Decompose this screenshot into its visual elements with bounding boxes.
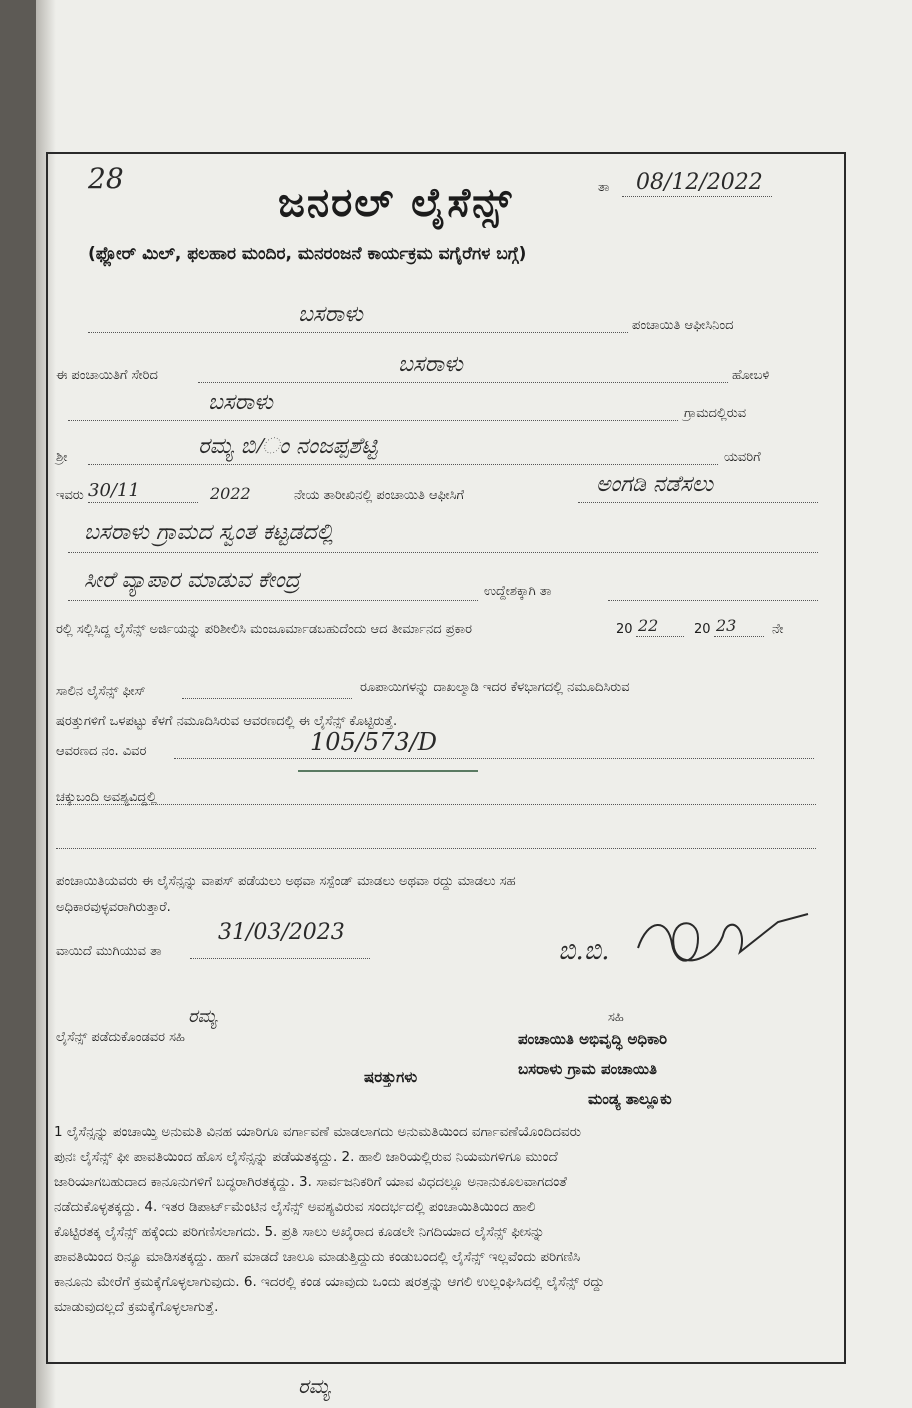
boundary-label: ಚಕ್ಕುಬಂದಿ ಅವಶ್ಯವಿದ್ದಲ್ಲಿ	[56, 790, 157, 805]
license-title: ಜನರಲ್ ಲೈಸೆನ್ಸ್	[278, 180, 514, 226]
village-label: ಗ್ರಾಮದಲ್ಲಿರುವ	[684, 406, 747, 421]
holder-signature: ರಮ್ಯ	[188, 1006, 218, 1027]
premises-underline	[298, 770, 478, 772]
applicant-label: ಯವರಿಗೆ	[724, 450, 761, 465]
applied-date-day: 30/11	[88, 480, 140, 501]
page-number: 28	[88, 162, 124, 195]
condition-line: ಮಾಡುವುದಲ್ಲದೆ ಕ್ರಮಕ್ಕೆಗೊಳ್ಳಲಾಗುತ್ತೆ.	[54, 1299, 219, 1315]
date-value: 08/12/2022	[636, 170, 763, 195]
purpose-label: ಉದ್ದೇಶಕ್ಕಾಗಿ ತಾ	[484, 584, 552, 599]
applied-prefix: ಇವರು	[56, 488, 84, 503]
expiry-value: 31/03/2023	[218, 920, 345, 945]
sanction-year-a: 20	[616, 622, 633, 637]
officer-taluk: ಮಂಡ್ಯ ತಾಲ್ಲೂಕು	[588, 1090, 672, 1108]
condition-line: ಪಾವತಿಯಿಂದ ರಿನ್ಯೂ ಮಾಡಿಸತಕ್ಕದ್ದು. ಹಾಗೆ ಮಾಡದೆ ಚಾಲೂ ಮಾಡುತ್ತಿದ್ದುದು ಕಂಡುಬಂದಲ್ಲಿ ಲೈಸೆನ್ಸ್ ಇಲ್ಲವೆಂದು ಪರಿಗಣಿಸಿ	[54, 1249, 581, 1265]
conditions-text: ಷರತ್ತುಗಳಿಗೆ ಒಳಪಟ್ಟು ಕೆಳಗೆ ನಮೂದಿಸಿರುವ ಆವರಣದಲ್ಲಿ ಈ ಲೈಸೆನ್ಸ್ ಕೊಟ್ಟಿರುತ್ತೆ.	[56, 714, 398, 729]
officer-panchayat: ಬಸರಾಳು ಗ್ರಾಮ ಪಂಚಾಯಿತಿ	[518, 1060, 657, 1078]
license-frame	[46, 152, 846, 1364]
sanction-suffix: ನೇ	[772, 622, 784, 637]
officer-title: ಪಂಚಾಯಿತಿ ಅಭಿವೃದ್ಧಿ ಅಧಿಕಾರಿ	[518, 1030, 668, 1048]
applied-value: ಅಂಗಡಿ ನಡೆಸಲು	[596, 472, 714, 497]
officer-signature-scribble	[628, 908, 818, 978]
applied-mid: ನೇಯ ತಾರೀಖಿನಲ್ಲಿ ಪಂಚಾಯಿತಿ ಆಫೀಸಿಗೆ	[294, 488, 465, 503]
fee-text: ರೂಪಾಯಿಗಳನ್ನು ದಾಖಲ್ಮಾಡಿ ಇದರ ಕೆಳಭಾಗದಲ್ಲಿ ನಮೂದಿಸಿರುವ	[360, 680, 630, 695]
expiry-label: ವಾಯಿದೆ ಮುಗಿಯುವ ತಾ	[56, 944, 162, 959]
fee-prefix: ಸಾಲಿನ ಲೈಸೆನ್ಸ್ ಫೀಸ್	[56, 684, 146, 699]
condition-line: ಜಾರಿಯಾಗಬಹುದಾದ ಕಾನೂನುಗಳಿಗೆ ಬದ್ಧರಾಗಿರತಕ್ಕದ್ದು. 3. ಸಾರ್ವಜನಿಕರಿಗೆ ಯಾವ ವಿಧದಲ್ಲೂ ಅನಾನುಕೂಲವಾಗದಂತೆ	[54, 1174, 567, 1190]
applied-year: 2022	[210, 484, 251, 503]
sahi-label: ಸಹಿ	[608, 1010, 624, 1025]
sanction-text: ರಲ್ಲಿ ಸಲ್ಲಿಸಿದ್ದ ಲೈಸೆನ್ಸ್ ಅರ್ಜಿಯನ್ನು ಪರಿಶೀಲಿಸಿ ಮಂಜೂರ್ಮಾಡಬಹುದೆಂದು ಆದ ತೀರ್ಮಾನದ ಪ್ರಕಾರ	[56, 622, 472, 637]
condition-line: ಕಾನೂನು ಮೇರೆಗೆ ಕ್ರಮಕ್ಕೆಗೊಳ್ಳಲಾಗುವುದು. 6. ಇದರಲ್ಲಿ ಕಂಡ ಯಾವುದು ಒಂದು ಷರತ್ತನ್ನು ಆಗಲಿ ಉಲ್ಲಂಘಿಸಿದಲ್ಲಿ ಲೈಸೆನ್ಸ್ ರದ್ದು	[54, 1274, 605, 1290]
sanction-year-a-hand: 22	[638, 616, 659, 635]
hobli-prefix: ಈ ಪಂಚಾಯಿತಿಗೆ ಸೇರಿದ	[56, 368, 158, 383]
conditions-list	[54, 1120, 834, 1320]
date-label: ತಾ	[598, 180, 610, 195]
condition-line: ಕೊಟ್ಟಿರತಕ್ಕ ಲೈಸೆನ್ಸ್ ಹಕ್ಕೆಂದು ಪರಿಗಣಿಸಲಾಗದು. 5. ಪ್ರತಿ ಸಾಲು ಅಖೈರಾದ ಕೂಡಲೇ ನಿಗದಿಯಾದ ಲೈಸೆನ್ಸ್ ಫೀಸನ್ನು	[54, 1224, 545, 1240]
applicant-prefix: ಶ್ರೀ	[56, 450, 68, 465]
condition-line: ಪುನಃ ಲೈಸೆನ್ಸ್ ಫೀ ಪಾವತಿಯಿಂದ ಹೊಸ ಲೈಸೆನ್ಸನ್ನು ಪಡೆಯತಕ್ಕದ್ದು. 2. ಹಾಲಿ ಜಾರಿಯಲ್ಲಿರುವ ನಿಯಮಗಳಿಗೂ ಮುಂದೆ	[54, 1149, 558, 1165]
holder-label: ಲೈಸೆನ್ಸ್ ಪಡೆದುಕೊಂಡವರ ಸಹಿ	[56, 1030, 185, 1045]
conditions-heading: ಷರತ್ತುಗಳು	[364, 1068, 418, 1086]
sanction-year-b: 20	[694, 622, 711, 637]
license-subtitle: (ಫ್ಲೋರ್ ಮಿಲ್, ಫಲಹಾರ ಮಂದಿರ, ಮನರಂಜನೆ ಕಾರ್ಯಕ್ರಮ ವಗೈರೆಗಳ ಬಗ್ಗೆ)	[88, 244, 527, 264]
revoke-text-2: ಅಧಿಕಾರವುಳ್ಳವರಾಗಿರುತ್ತಾರೆ.	[56, 900, 171, 915]
footer-initials: ರಮ್ಯ	[298, 1374, 331, 1398]
village-value: ಬಸರಾಳು	[208, 390, 273, 415]
officer-signature-text: ಬಿ.ಬಿ.	[558, 936, 610, 966]
hobli-label: ಹೋಬಳಿ	[732, 368, 770, 383]
premises-value: 105/573/D	[310, 728, 438, 756]
revoke-text-1: ಪಂಚಾಯಿತಿಯವರು ಈ ಲೈಸೆನ್ಸನ್ನು ವಾಪಸ್ ಪಡೆಯಲು ಅಥವಾ ಸಸ್ಪೆಂಡ್ ಮಾಡಲು ಅಥವಾ ರದ್ದು ಮಾಡಲು ಸಹ	[56, 874, 516, 889]
panchayat-office-value: ಬಸರಾಳು	[298, 302, 363, 327]
condition-line: ನಡೆದುಕೊಳ್ಳತಕ್ಕದ್ದು. 4. ಇತರ ಡಿಪಾರ್ಟ್‌ಮೆಂಟಿನ ಲೈಸೆನ್ಸ್ ಅವಶ್ಯವಿರುವ ಸಂದರ್ಭದಲ್ಲಿ ಪಂಚಾಯಿತಿಯಿಂದ ಹಾಲಿ	[54, 1199, 536, 1215]
purpose-value: ಸೀರೆ ವ್ಯಾಪಾರ ಮಾಡುವ ಕೇಂದ್ರ	[84, 568, 300, 593]
premises-label: ಆವರಣದ ನಂ. ವಿವರ	[56, 744, 147, 759]
location-value: ಬಸರಾಳು ಗ್ರಾಮದ ಸ್ವಂತ ಕಟ್ಟಡದಲ್ಲಿ	[84, 520, 334, 545]
condition-line: 1 ಲೈಸೆನ್ಸನ್ನು ಪಂಚಾಯ್ತಿ ಅನುಮತಿ ವಿನಹ ಯಾರಿಗೂ ವರ್ಗಾವಣೆ ಮಾಡಲಾಗದು ಅನುಮತಿಯಿಂದ ವರ್ಗಾವಣೆಯೊಂದಿದವರು	[54, 1124, 582, 1140]
page-content	[36, 0, 912, 1408]
sanction-year-b-hand: 23	[716, 616, 737, 635]
panchayat-office-label: ಪಂಚಾಯಿತಿ ಆಫೀಸಿನಿಂದ	[632, 318, 734, 333]
hobli-value: ಬಸರಾಳು	[398, 352, 463, 377]
applicant-value: ರಮ್ಯ ಬಿ/ಂ ನಂಜಪ್ಪಶೆಟ್ಟಿ	[198, 434, 378, 459]
